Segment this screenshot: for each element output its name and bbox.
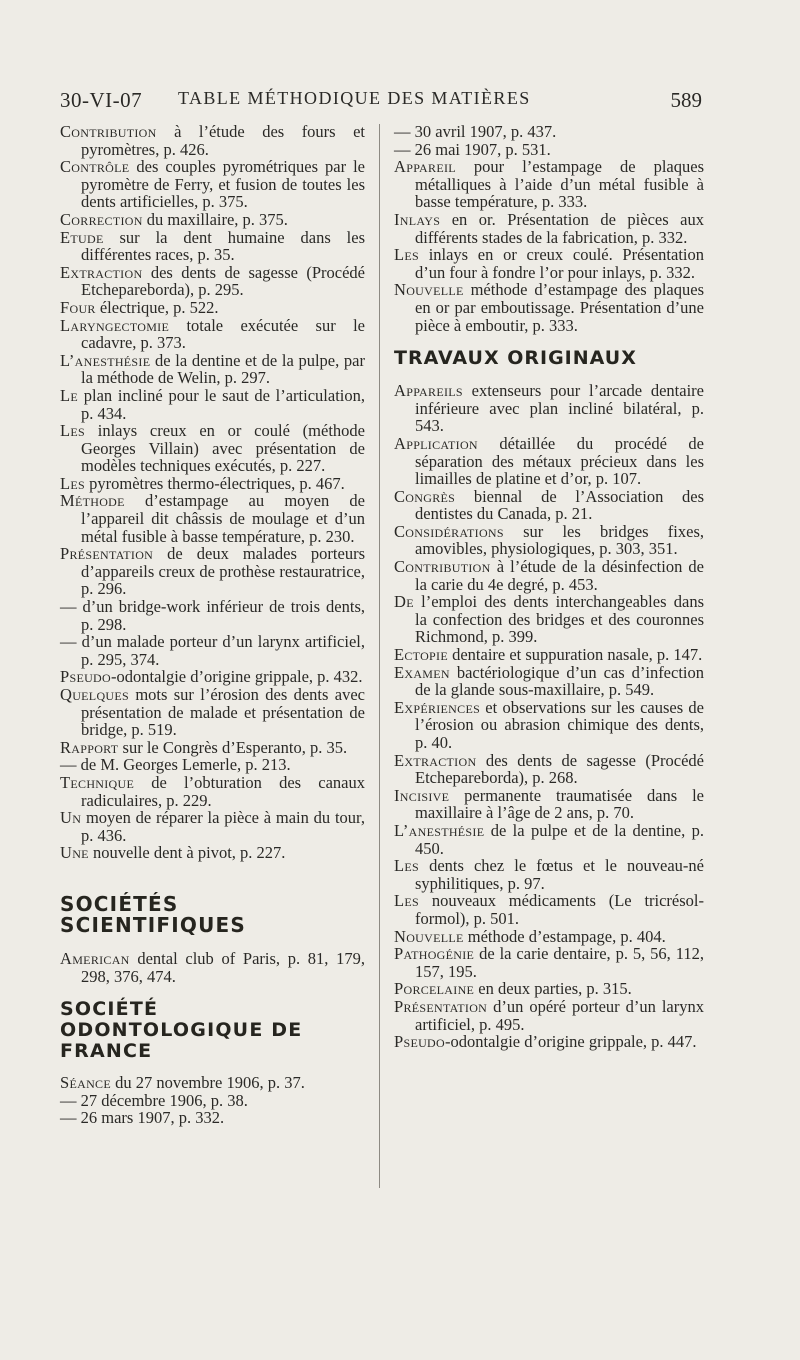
- entry-keyword: Correction: [60, 209, 143, 229]
- index-entry: [60, 229, 365, 264]
- index-entry: [394, 980, 704, 998]
- index-entry: [394, 382, 704, 435]
- index-entry: [394, 822, 704, 857]
- entry-text: — 30 avril 1907, p. 437.: [394, 122, 557, 141]
- entry-keyword: Présentation: [394, 996, 488, 1016]
- entry-keyword: Ectopie: [394, 645, 448, 665]
- entry-list: [60, 1074, 365, 1127]
- entry-text: — de M. Georges Lemerle, p. 213.: [60, 755, 291, 775]
- index-entry: [394, 141, 704, 159]
- entry-text: des dents de sagesse (Procédé Etchepareborda), p. 295.: [81, 262, 365, 300]
- index-entry: [60, 1109, 365, 1127]
- index-entry: [394, 435, 704, 488]
- index-entry: [60, 545, 365, 598]
- index-entry: [394, 246, 704, 281]
- entry-text: dentaire et suppuration nasale, p. 147.: [447, 645, 703, 665]
- entry-keyword: Les: [394, 245, 419, 265]
- entry-text: pour l’estampage de plaques métalliques à l’aide d’un métal fusible à basse température, p. 333.: [415, 157, 704, 212]
- entry-text: à l’étude de la désinfection de la carie du 4e degré, p. 453.: [415, 557, 704, 594]
- entry-keyword: Pseudo: [60, 667, 111, 687]
- header-title: TABLE MÉTHODIQUE DES MATIÈRES: [178, 88, 531, 108]
- entry-text: inlays en or creux coulé. Présentation d’un four à fondre l’or pour inlays, p. 332.: [415, 245, 704, 282]
- entry-list: [60, 950, 365, 985]
- entry-text: méthode d’estampage des plaques en or par emboutissage. Présentation d’une pièce à emboutir, p. 333.: [415, 280, 704, 335]
- entry-keyword: Les: [394, 891, 419, 911]
- index-entry: [60, 158, 365, 211]
- header-date: 30-VI-07: [60, 88, 143, 112]
- entry-text: d’un opéré porteur d’un larynx artificiel, p. 495.: [415, 996, 704, 1034]
- index-entry: [394, 928, 704, 946]
- entry-text: — 26 mars 1907, p. 332.: [60, 1108, 225, 1128]
- index-entry: [60, 1092, 365, 1110]
- entry-text: en or. Présentation de pièces aux différents stades de la fabrication, p. 332.: [415, 209, 704, 247]
- index-entry: [60, 756, 365, 774]
- entry-text: de la pulpe et de la dentine, p. 450.: [415, 820, 704, 858]
- index-entry: [394, 857, 704, 892]
- entry-text: sur le Congrès d’Esperanto, p. 35.: [118, 737, 348, 757]
- entry-keyword: Incisive: [394, 785, 450, 805]
- index-entry: [394, 281, 704, 334]
- index-entry: [60, 264, 365, 299]
- entry-text: l’emploi des dents interchangeables dans la confection des bridges et des couronnes Richmond, p. 399.: [413, 592, 704, 647]
- index-entry: [60, 739, 365, 757]
- index-entry: [60, 387, 365, 422]
- index-entry: [60, 598, 365, 633]
- index-entry: [60, 317, 365, 352]
- entry-keyword: Méthode: [60, 491, 125, 511]
- entry-keyword: Quelques: [60, 685, 129, 704]
- entry-text: permanente traumatisée dans le maxillaire à l’âge de 2 ans, p. 70.: [415, 785, 704, 823]
- right-column: [394, 123, 704, 1051]
- entry-keyword: Une: [60, 843, 89, 863]
- index-entry: [394, 998, 704, 1033]
- entry-list: [60, 123, 365, 862]
- entry-keyword: Extraction: [60, 262, 143, 282]
- entry-keyword: Contribution: [60, 122, 157, 141]
- entry-text: -odontalgie d’origine grippale, p. 447.: [444, 1032, 697, 1052]
- entry-text: de la carie dentaire, p. 5, 56, 112, 157, 195.: [415, 944, 704, 981]
- entry-text: sur les bridges fixes, amovibles, physiologiques, p. 303, 351.: [415, 521, 704, 559]
- page-number: 589: [670, 88, 702, 112]
- entry-text: — 27 décembre 1906, p. 38.: [60, 1090, 248, 1110]
- entry-text: plan incliné pour le saut de l’articulation, p. 434.: [78, 385, 365, 423]
- entry-text: de l’obturation des canaux radiculaires, p. 229.: [81, 772, 365, 810]
- entry-text: à l’étude des fours et pyromètres, p. 426.: [81, 122, 365, 159]
- index-entry: [394, 945, 704, 980]
- entry-keyword: Présentation: [60, 544, 154, 564]
- entry-keyword: Contrôle: [60, 157, 130, 177]
- entry-text: extenseurs pour l’arcade dentaire inférieure avec plan incliné bilatéral, p. 543.: [415, 381, 704, 436]
- entry-text: du 27 novembre 1906, p. 37.: [110, 1073, 305, 1093]
- entry-keyword: Pathogénie: [394, 944, 475, 964]
- column-divider: [379, 124, 380, 1188]
- entry-text: dents chez le fœtus et le nouveau-né syphilitiques, p. 97.: [415, 856, 704, 893]
- entry-list: [394, 382, 704, 1051]
- index-entry: [394, 664, 704, 699]
- index-entry: [60, 668, 365, 686]
- index-entry: [60, 475, 365, 493]
- entry-text: électrique, p. 522.: [95, 297, 219, 317]
- entry-keyword: Technique: [60, 772, 135, 792]
- entry-keyword: Examen: [394, 662, 450, 682]
- section-heading-travaux-originaux: TRAVAUX ORIGINAUX: [394, 347, 637, 370]
- entry-text: méthode d’estampage, p. 404.: [463, 926, 666, 946]
- index-entry: [394, 752, 704, 787]
- entry-keyword: Porcelaine: [394, 979, 475, 999]
- entry-keyword: Pseudo: [394, 1032, 445, 1052]
- entry-keyword: Le: [60, 385, 79, 405]
- entry-keyword: Un: [60, 808, 82, 828]
- index-entry: [394, 1033, 704, 1051]
- entry-keyword: Application: [394, 433, 478, 453]
- entry-keyword: Les: [60, 421, 85, 441]
- entry-text: et observations sur les causes de l’érosion ou abrasion chimique des dents, p. 40.: [415, 697, 704, 752]
- entry-text: sur la dent humaine dans les différentes races, p. 35.: [81, 227, 365, 265]
- entry-text: du maxillaire, p. 375.: [142, 209, 288, 229]
- index-entry: [60, 844, 365, 862]
- entry-keyword: Nouvelle: [394, 926, 464, 946]
- entry-keyword: L’anesthésie: [394, 820, 485, 840]
- left-column: [60, 123, 365, 1127]
- index-entry: [60, 422, 365, 475]
- entry-text: nouveaux médicaments (Le tricrésol-formol), p. 501.: [415, 891, 704, 928]
- entry-text: des couples pyrométriques par le pyromètre de Ferry, et fusion de toutes les dents artificielles, p. 375.: [81, 157, 365, 212]
- index-entry: [60, 950, 365, 985]
- entry-text: inlays creux en or coulé (méthode Georges Villain) avec présentation de modèles techniques exécutés, p. 227.: [81, 421, 365, 476]
- entry-keyword: De: [394, 592, 414, 612]
- index-entry: [394, 558, 704, 593]
- entry-text: des dents de sagesse (Procédé Etchepareborda), p. 268.: [415, 750, 704, 788]
- entry-keyword: American: [60, 948, 130, 968]
- entry-keyword: Rapport: [60, 737, 119, 757]
- entry-text: pyromètres thermo-électriques, p. 467.: [84, 473, 345, 493]
- entry-list: [394, 123, 704, 334]
- entry-text: de la dentine et de la pulpe, par la méthode de Welin, p. 297.: [81, 350, 365, 388]
- entry-keyword: Appareil: [394, 157, 456, 177]
- index-entry: [60, 633, 365, 668]
- entry-text: dental club of Paris, p. 81, 179, 298, 376, 474.: [81, 948, 365, 986]
- entry-text: — d’un bridge-work inférieur de trois dents, p. 298.: [60, 597, 365, 634]
- entry-text: de deux malades porteurs d’appareils creux de prothèse restauratrice, p. 296.: [81, 544, 365, 599]
- entry-keyword: Nouvelle: [394, 280, 464, 300]
- entry-keyword: Les: [60, 473, 85, 493]
- entry-keyword: L’anesthésie: [60, 350, 151, 370]
- entry-keyword: Considérations: [394, 521, 504, 541]
- index-entry: [60, 123, 365, 158]
- entry-keyword: Four: [60, 297, 96, 317]
- index-entry: [60, 492, 365, 545]
- entry-keyword: Appareils: [394, 381, 463, 401]
- entry-text: biennal de l’Association des dentistes du Canada, p. 21.: [415, 486, 704, 524]
- index-entry: [60, 686, 365, 739]
- entry-text: — 26 mai 1907, p. 531.: [394, 139, 551, 159]
- index-entry: [60, 299, 365, 317]
- index-entry: [60, 352, 365, 387]
- entry-keyword: Expériences: [394, 697, 481, 717]
- section-heading-societe-odontologique: SOCIÉTÉ ODONTOLOGIQUE DE FRANCE: [60, 998, 303, 1063]
- entry-text: bactériologique d’un cas d’infection de la glande sous-maxillaire, p. 549.: [415, 662, 704, 700]
- entry-text: moyen de réparer la pièce à main du tour, p. 436.: [81, 808, 365, 845]
- entry-text: en deux parties, p. 315.: [474, 979, 632, 999]
- entry-text: détaillée du procédé de séparation des métaux précieux dans les limailles de platine et d’or, p. 107.: [415, 433, 704, 489]
- index-entry: [60, 1074, 365, 1092]
- index-entry: [394, 123, 704, 141]
- entry-keyword: Contribution: [394, 557, 491, 577]
- entry-text: — d’un malade porteur d’un larynx artificiel, p. 295, 374.: [60, 632, 365, 669]
- entry-text: nouvelle dent à pivot, p. 227.: [88, 843, 286, 863]
- entry-keyword: Les: [394, 856, 419, 876]
- index-entry: [60, 809, 365, 844]
- index-entry: [394, 523, 704, 558]
- index-entry: [394, 787, 704, 822]
- entry-keyword: Etude: [60, 227, 104, 247]
- index-entry: [394, 158, 704, 211]
- index-entry: [394, 892, 704, 927]
- index-entry: [394, 699, 704, 752]
- index-entry: [394, 593, 704, 646]
- entry-keyword: Congrès: [394, 486, 456, 506]
- entry-keyword: Extraction: [394, 750, 477, 770]
- entry-text: d’estampage au moyen de l’appareil dit châssis de moulage et d’un métal fusible à basse température, p. 230.: [81, 491, 365, 546]
- index-entry: [394, 488, 704, 523]
- entry-text: -odontalgie d’origine grippale, p. 432.: [110, 667, 363, 687]
- entry-keyword: Inlays: [394, 209, 441, 229]
- section-heading-societes-scientifiques: SOCIÉTÉS SCIENTIFIQUES: [60, 891, 247, 937]
- entry-text: totale exécutée sur le cadavre, p. 373.: [81, 315, 365, 353]
- index-entry: [394, 211, 704, 246]
- entry-text: mots sur l’érosion des dents avec présentation de malade et présentation de bridge, p. 519.: [81, 685, 365, 740]
- entry-keyword: Laryngectomie: [60, 315, 170, 335]
- running-header: [60, 88, 702, 118]
- index-entry: [60, 774, 365, 809]
- index-entry: [394, 646, 704, 664]
- entry-keyword: Séance: [60, 1073, 111, 1093]
- index-entry: [60, 211, 365, 229]
